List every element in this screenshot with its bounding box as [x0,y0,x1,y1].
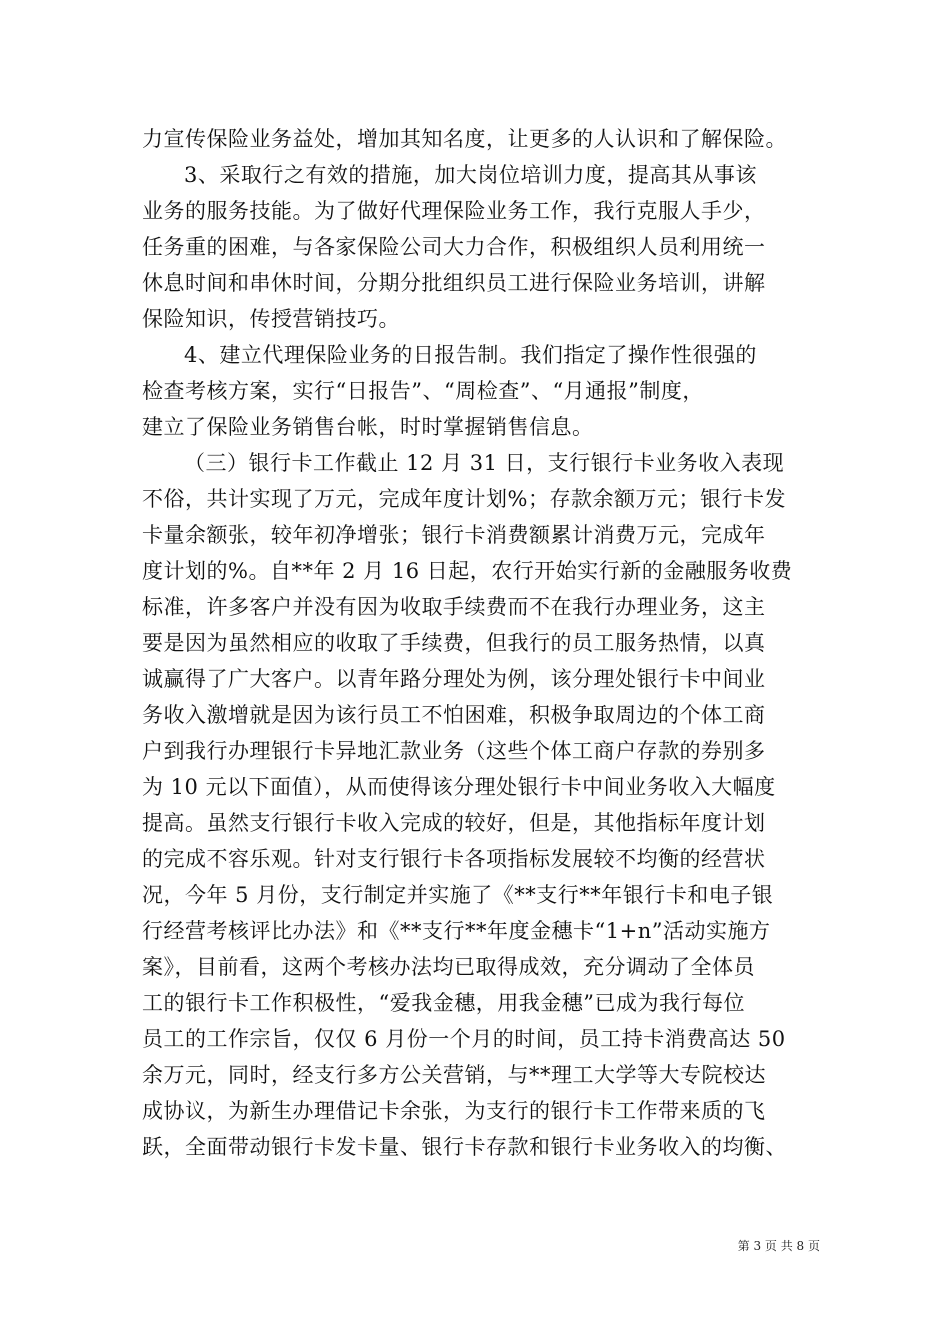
text-line: 任务重的困难，与各家保险公司大力合作，积极组织人员利用统一 [142,235,766,259]
text-line: 况，今年 5 月份，支行制定并实施了《**支行**年银行卡和电子银 [142,883,774,907]
text-line: 余万元，同时，经支行多方公关营销，与**理工大学等大专院校达 [142,1063,766,1087]
text-line: 3、采取行之有效的措施，加大岗位培训力度，提高其从事该 [184,163,757,187]
text-line: 工的银行卡工作积极性，“爱我金穗，用我金穗”已成为我行每位 [142,991,745,1015]
text-line: 标准，许多客户并没有因为收取手续费而不在我行办理业务，这主 [142,595,766,619]
page-footer: 第 3 页 共 8 页 [737,1239,820,1253]
text-line: 不俗，共计实现了万元，完成年度计划%；存款余额万元；银行卡发 [142,487,786,511]
text-line: 的完成不容乐观。针对支行银行卡各项指标发展较不均衡的经营状 [142,847,766,871]
text-line: 案》，目前看，这两个考核办法均已取得成效，充分调动了全体员 [142,955,755,979]
text-line: 户到我行办理银行卡异地汇款业务（这些个体工商户存款的券别多 [142,739,766,763]
text-line: 检查考核方案，实行“日报告”、“周检查”、“月通报”制度， [142,379,704,403]
text-line: 要是因为虽然相应的收取了手续费，但我行的员工服务热情，以真 [142,631,766,655]
text-line: 力宣传保险业务益处，增加其知名度，让更多的人认识和了解保险。 [142,127,787,151]
text-line: 诚赢得了广大客户。以青年路分理处为例，该分理处银行卡中间业 [142,667,766,691]
text-line: （三）银行卡工作截止 12 月 31 日，支行银行卡业务收入表现 [184,451,785,475]
text-line: 保险知识，传授营销技巧。 [142,307,400,331]
text-line: 建立了保险业务销售台帐，时时掌握销售信息。 [142,415,594,439]
text-line: 行经营考核评比办法》和《**支行**年度金穗卡“1+n”活动实施方 [142,919,771,943]
text-line: 度计划的%。自**年 2 月 16 日起，农行开始实行新的金融服务收费 [142,559,793,583]
text-line: 业务的服务技能。为了做好代理保险业务工作，我行克服人手少， [142,199,766,223]
text-line: 成协议，为新生办理借记卡余张，为支行的银行卡工作带来质的飞 [142,1099,766,1123]
text-line: 卡量余额张，较年初净增张；银行卡消费额累计消费万元，完成年 [142,523,766,547]
text-line: 提高。虽然支行银行卡收入完成的较好，但是，其他指标年度计划 [142,811,766,835]
text-line: 务收入激增就是因为该行员工不怕困难，积极争取周边的个体工商 [142,703,766,727]
text-line: 员工的工作宗旨，仅仅 6 月份一个月的时间，员工持卡消费高达 50 [142,1027,786,1051]
text-line: 4、建立代理保险业务的日报告制。我们指定了操作性很强的 [184,343,757,367]
text-line: 为 10 元以下面值），从而使得该分理处银行卡中间业务收入大幅度 [142,775,776,799]
text-line: 跃，全面带动银行卡发卡量、银行卡存款和银行卡业务收入的均衡、 [142,1135,787,1159]
text-line: 休息时间和串休时间，分期分批组织员工进行保险业务培训，讲解 [142,271,766,295]
